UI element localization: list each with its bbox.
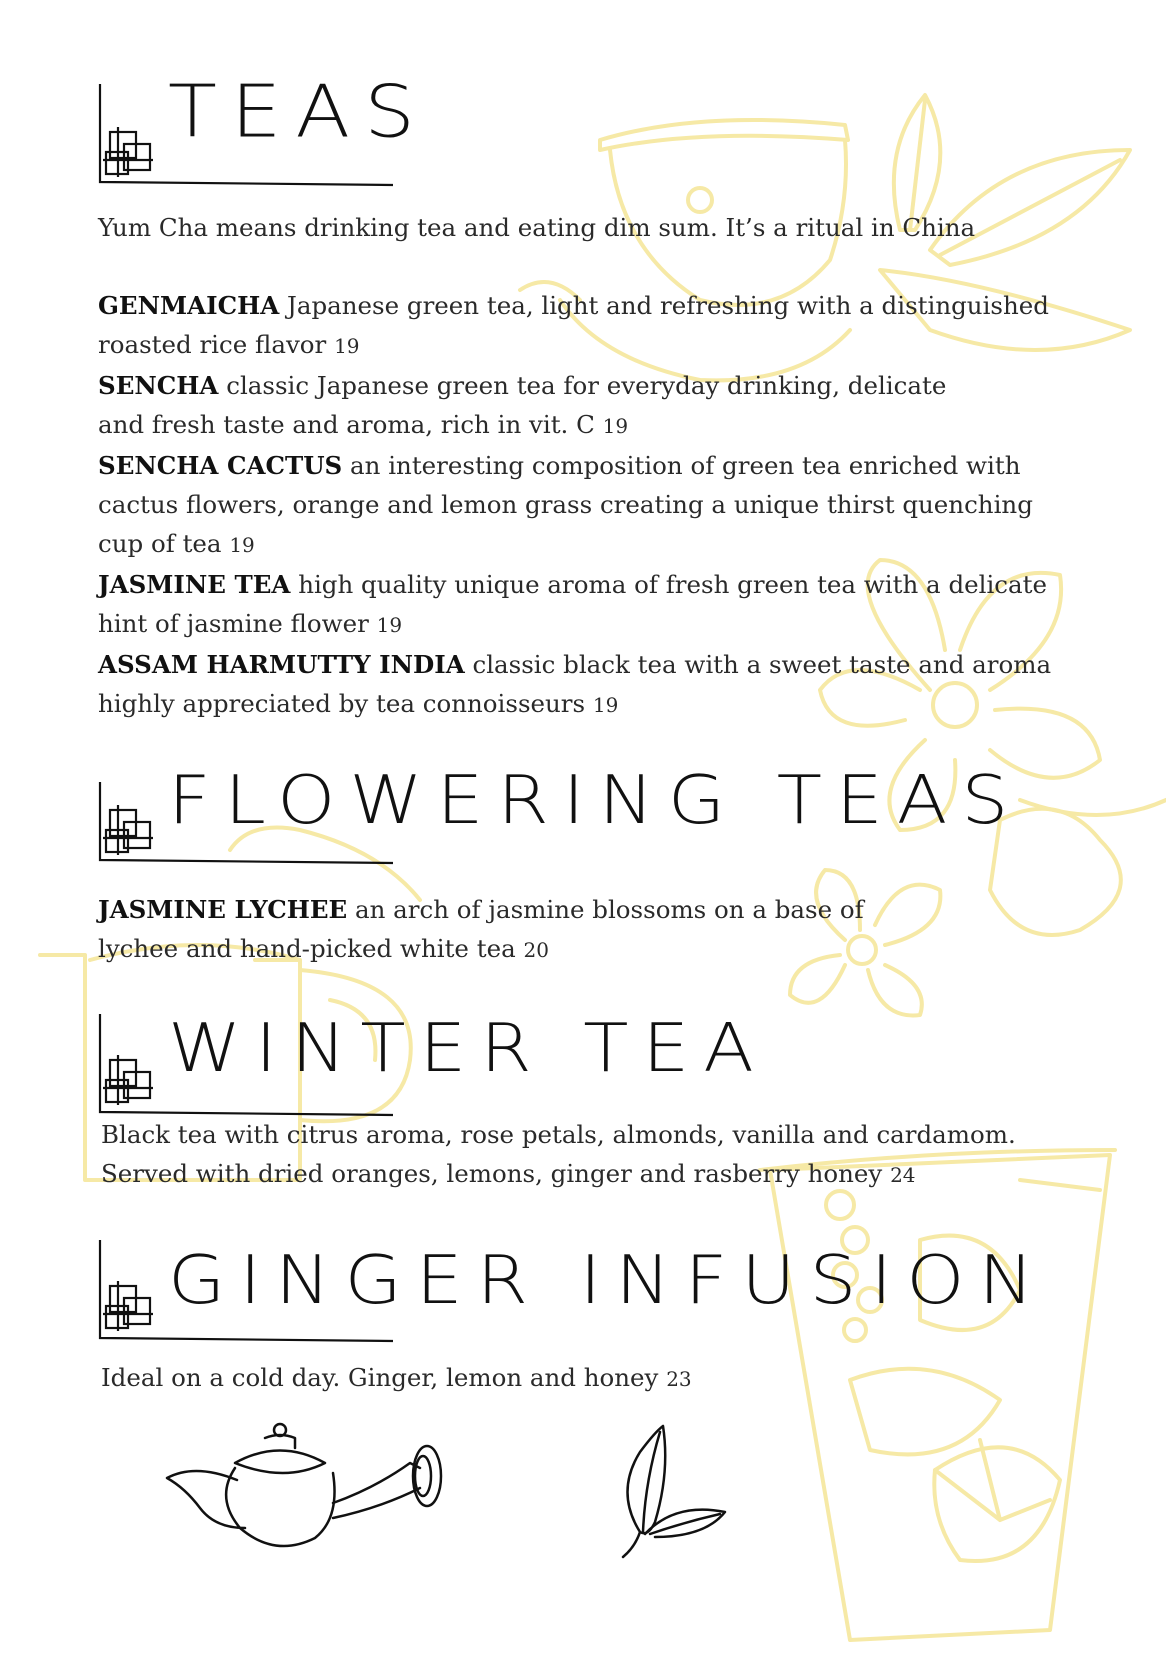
menu-item	[98, 565, 1058, 645]
section-title-flowering-teas: FLOWERING TEAS	[168, 762, 1023, 840]
item-price: 19	[592, 693, 619, 717]
item-price: 19	[376, 613, 403, 637]
item-description: classic Japanese green tea for everyday drinking, delicate and fresh taste and aroma, rich in vit. C	[98, 371, 947, 439]
item-price: 20	[523, 938, 549, 962]
item-name: JASMINE LYCHEE	[98, 895, 348, 924]
item-description: Ideal on a cold day. Ginger, lemon and honey	[101, 1363, 659, 1392]
item-price: 19	[229, 533, 255, 557]
item-description: an arch of jasmine blossoms on a base of lychee and hand-picked white tea	[98, 895, 864, 963]
item-name: SENCHA CACTUS	[98, 451, 343, 480]
item-description: Japanese green tea, light and refreshing with a distinguished roasted rice flavor	[98, 291, 1049, 359]
tea-leaf-icon	[615, 1422, 735, 1562]
item-description: high quality unique aroma of fresh green tea with a delicate hint of jasmine flower	[98, 570, 1047, 638]
item-price: 24	[890, 1163, 916, 1187]
menu-item	[98, 366, 948, 446]
menu-item	[98, 446, 1058, 565]
item-name: SENCHA	[98, 371, 219, 400]
ginger-body	[101, 1358, 1061, 1399]
item-description: classic black tea with a sweet taste and aroma highly appreciated by tea connoisseurs	[98, 650, 1052, 718]
menu-item	[101, 1358, 1061, 1399]
teas-body	[98, 208, 1058, 725]
menu-item	[101, 1115, 1061, 1195]
winter-body	[101, 1115, 1061, 1195]
item-price: 23	[666, 1367, 692, 1391]
item-description: Black tea with citrus aroma, rose petals, almonds, vanilla and cardamom. Served with dried oranges, lemons, ginger and rasberry honey	[101, 1120, 1016, 1188]
item-price: 19	[602, 414, 629, 438]
section-title-teas: TEAS	[168, 70, 429, 154]
teas-intro: Yum Cha means drinking tea and eating dim sum. It’s a ritual in China	[98, 213, 976, 242]
item-name: GENMAICHA	[98, 291, 280, 320]
item-description: an interesting composition of green tea enriched with cactus flowers, orange and lemon grass creating a unique thirst quenching cup of tea	[98, 451, 1033, 558]
section-title-ginger-infusion: GINGER INFUSION	[168, 1242, 1048, 1320]
flowering-body	[98, 890, 948, 970]
item-price: 19	[334, 334, 360, 358]
menu-item	[98, 890, 948, 970]
menu-item	[98, 286, 1058, 366]
teapot-icon	[165, 1418, 465, 1558]
item-name: ASSAM HARMUTTY INDIA	[98, 650, 465, 679]
menu-item	[98, 645, 1058, 725]
item-name: JASMINE TEA	[98, 570, 291, 599]
section-title-winter-tea: WINTER TEA	[168, 1010, 768, 1088]
